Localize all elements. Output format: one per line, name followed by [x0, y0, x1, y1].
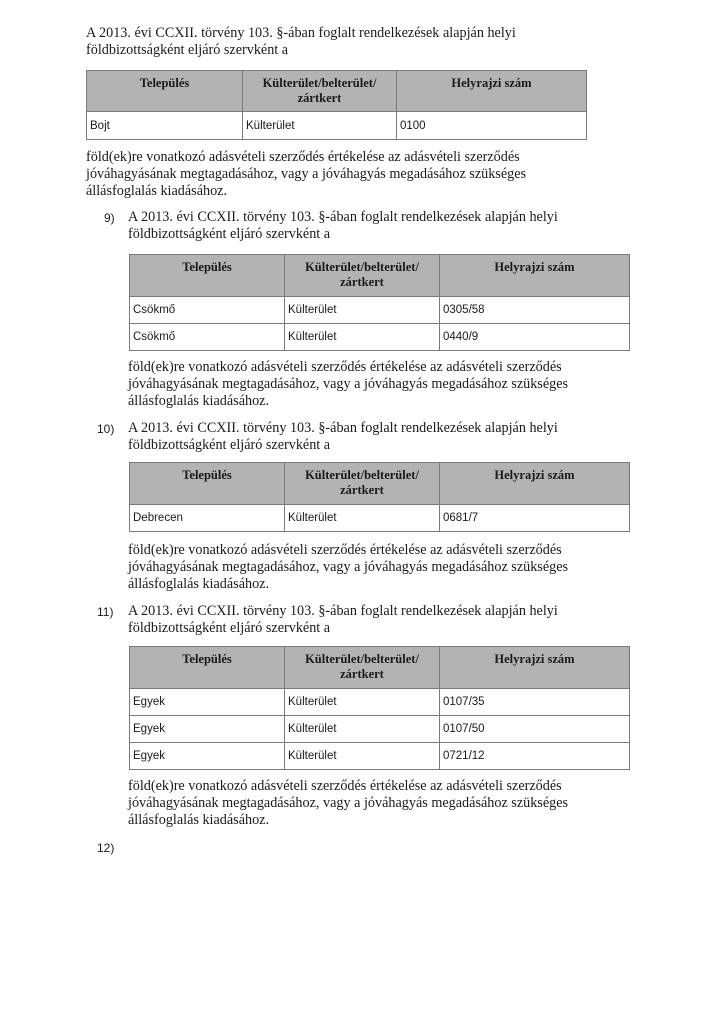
header-telepules: Település	[130, 463, 285, 505]
cell-telepules: Debrecen	[130, 505, 285, 532]
header-telepules: Település	[87, 71, 243, 112]
closing-line1: föld(ek)re vonatkozó adásvételi szerződés értékelése az adásvételi szerződés	[128, 359, 562, 375]
closing-line1: föld(ek)re vonatkozó adásvételi szerződés értékelése az adásvételi szerződés	[86, 149, 520, 165]
section-number: 11)	[97, 605, 114, 619]
header-terulet: Külterület/belterület/ zártkert	[285, 463, 440, 505]
table-header-row	[87, 71, 587, 112]
land-table-4	[129, 646, 630, 770]
cell-terulet: Külterület	[285, 716, 440, 743]
cell-terulet: Külterület	[243, 112, 397, 140]
cell-telepules: Egyek	[130, 743, 285, 770]
table-header-row	[130, 255, 630, 297]
section-intro-line2: földbizottságként eljáró szervként a	[128, 620, 331, 636]
closing-line1: föld(ek)re vonatkozó adásvételi szerződés értékelése az adásvételi szerződés	[128, 778, 562, 794]
header-telepules: Település	[130, 647, 285, 689]
closing-line2: jóváhagyásának megtagadásához, vagy a jóváhagyás megadásához szükséges	[128, 795, 569, 811]
land-table-1	[86, 70, 587, 140]
cell-telepules: Csökmő	[130, 297, 285, 324]
cell-hrsz: 0305/58	[440, 297, 630, 324]
table-header-row	[130, 463, 630, 505]
table-header-row	[130, 647, 630, 689]
header-hrsz: Helyrajzi szám	[440, 463, 630, 505]
cell-terulet: Külterület	[285, 689, 440, 716]
section-intro-line1: A 2013. évi CCXII. törvény 103. §-ában foglalt rendelkezések alapján helyi	[128, 603, 558, 619]
cell-hrsz: 0681/7	[440, 505, 630, 532]
cell-telepules: Csökmő	[130, 324, 285, 351]
cell-hrsz: 0100	[397, 112, 587, 140]
land-table-3	[129, 462, 630, 532]
section-number: 9)	[104, 211, 115, 225]
section-number: 10)	[97, 422, 115, 436]
land-table-2	[129, 254, 630, 351]
section-intro-line2: földbizottságként eljáró szervként a	[128, 437, 331, 453]
cell-telepules: Egyek	[130, 716, 285, 743]
header-hrsz: Helyrajzi szám	[440, 647, 630, 689]
header-hrsz: Helyrajzi szám	[440, 255, 630, 297]
table-row	[87, 112, 587, 140]
header-hrsz: Helyrajzi szám	[397, 71, 587, 112]
cell-terulet: Külterület	[285, 505, 440, 532]
section-intro-line1: A 2013. évi CCXII. törvény 103. §-ában foglalt rendelkezések alapján helyi	[128, 420, 558, 436]
cell-telepules: Egyek	[130, 689, 285, 716]
table-row	[130, 505, 630, 532]
section-number: 12)	[97, 841, 115, 855]
closing-line1: föld(ek)re vonatkozó adásvételi szerződés értékelése az adásvételi szerződés	[128, 542, 562, 558]
table-row	[130, 297, 630, 324]
table-row	[130, 716, 630, 743]
closing-line3: állásfoglalás kiadásához.	[128, 393, 270, 409]
cell-hrsz: 0107/50	[440, 716, 630, 743]
closing-line3: állásfoglalás kiadásához.	[128, 576, 270, 592]
section-intro-line2: földbizottságként eljáró szervként a	[86, 42, 289, 58]
header-terulet: Külterület/belterület/ zártkert	[285, 647, 440, 689]
cell-hrsz: 0721/12	[440, 743, 630, 770]
section-intro-line1: A 2013. évi CCXII. törvény 103. §-ában foglalt rendelkezések alapján helyi	[86, 25, 516, 41]
cell-telepules: Bojt	[87, 112, 243, 140]
section-intro-line1: A 2013. évi CCXII. törvény 103. §-ában foglalt rendelkezések alapján helyi	[128, 209, 558, 225]
cell-terulet: Külterület	[285, 297, 440, 324]
header-terulet: Külterület/belterület/ zártkert	[285, 255, 440, 297]
closing-line3: állásfoglalás kiadásához.	[86, 183, 228, 199]
closing-line2: jóváhagyásának megtagadásához, vagy a jóváhagyás megadásához szükséges	[128, 376, 569, 392]
header-telepules: Település	[130, 255, 285, 297]
cell-hrsz: 0107/35	[440, 689, 630, 716]
table-row	[130, 324, 630, 351]
cell-terulet: Külterület	[285, 324, 440, 351]
cell-terulet: Külterület	[285, 743, 440, 770]
closing-line3: állásfoglalás kiadásához.	[128, 812, 270, 828]
table-row	[130, 743, 630, 770]
header-terulet: Külterület/belterület/ zártkert	[243, 71, 397, 112]
table-row	[130, 689, 630, 716]
section-intro-line2: földbizottságként eljáró szervként a	[128, 226, 331, 242]
closing-line2: jóváhagyásának megtagadásához, vagy a jóváhagyás megadásához szükséges	[86, 166, 527, 182]
cell-hrsz: 0440/9	[440, 324, 630, 351]
closing-line2: jóváhagyásának megtagadásához, vagy a jóváhagyás megadásához szükséges	[128, 559, 569, 575]
